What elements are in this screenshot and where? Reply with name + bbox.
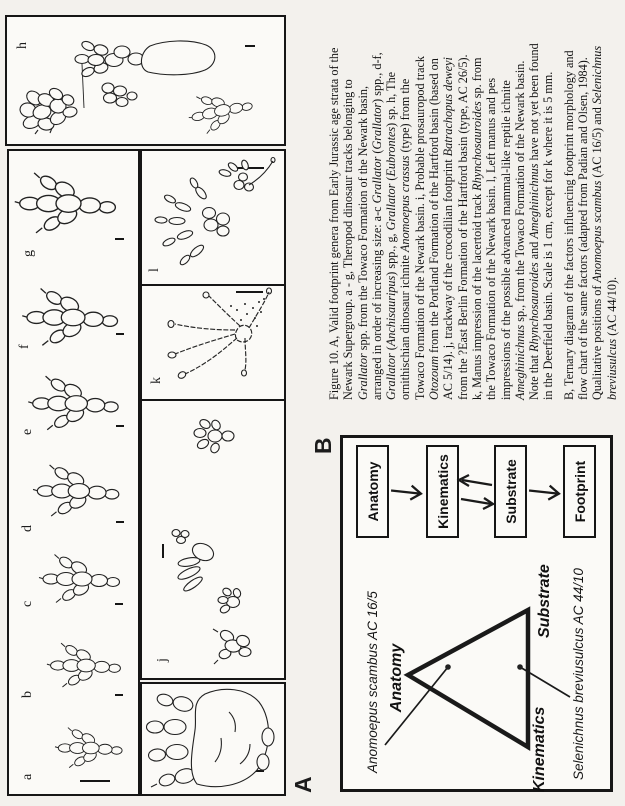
letter-e: e [20,428,35,435]
caption-line: Note that Rhynchosauroides and Ameghinichnus have not yet been found [527,43,542,400]
letter-k: k [149,377,164,384]
ternary-vertex-kinematics: Kinematics [531,706,548,792]
caption-line: Newark Supergroup. a - g, Theropod dinosaur tracks belonging to [341,79,356,400]
down-arrow-icon [528,484,559,501]
letter-a: a [20,773,35,780]
caption-line: from the ?East Berlin Formation of the Hartford basin (type, AC 26/5). [455,54,470,400]
letter-c: c [20,600,35,607]
caption-line: Ameghinichnus sp., from the Towaco Formation of the Newark basin. [512,60,527,400]
caption-line: impressions of the possible advanced mammal-like reptile ichnite [498,80,513,400]
caption-line: k, Manus impression of the lacertoid track Rhynchosauroides sp. from [469,57,484,400]
ternary-point-label-selenichnus: Selenichnus breviusulcus AC 44/10 [571,568,586,780]
caption-line: Qualitative positions of Anomoepus scambus (AC 16/5) and Selenichnus [590,45,605,400]
ternary-vertex-anatomy: Anatomy [388,643,405,713]
caption-line: Grallator (Anchisauripus) spp., g, Grallator (Eubrontes) sp. h, The [384,71,399,400]
caption-line: Otozoum from the Portland Formation of the Hartford basin (based on [427,58,442,400]
caption-line: in the Deerfield basin. Scale is 1 cm, except for k where it is 5 mm. [541,71,556,400]
data-point-anomoepus [445,664,451,670]
flowchart-box-substrate: Substrate [494,445,527,538]
footprint-a-drawing [54,723,131,773]
footprint-e-drawing [27,370,130,437]
panel-b-label: B [310,437,336,454]
batrachopus-trackway-drawing [145,400,284,676]
down-arrow-icon [390,484,421,501]
flowchart-box-kinematics: Kinematics [426,445,459,538]
letter-g: g [21,250,36,257]
caption-line: Figure 10. A, Valid footprint genera from Early Jurassic age strata of the [327,47,341,400]
ameghinichnus-prints-drawing [145,151,284,281]
caption-line: AC 5/14). j, trackway of the crocodilian footprint Batrachopus deweyi [441,57,456,400]
caption-line: the Towaco Formation of the Newark basin. l, Left manus and pes [484,77,499,400]
flowchart-box-anatomy: Anatomy [356,445,389,538]
caption-line: ornithischian dinosaur ichnite Anomoepus crassus (type) from the [398,78,413,400]
otozoum-footprint-drawing [145,684,284,792]
footprint-b-drawing [46,638,130,693]
footprint-g-drawing [13,166,129,241]
figure-caption [327,0,619,400]
ternary-vertex-substrate: Substrate [536,564,553,638]
letter-h: h [15,42,30,49]
panel-a-label: A [290,776,316,793]
caption-line: Towaco Formation of the Newark basin. i, Probable prosauropod track [412,55,427,400]
scale-bar-a [80,780,110,782]
letter-b: b [20,691,35,698]
double-arrow-icon [459,475,493,509]
anomoepus-small-pes-drawing [187,86,261,134]
letter-l: l [147,268,162,272]
footprint-f-drawing [21,282,130,353]
ternary-point-label-anomoepus: Anomoepus scambus AC 16/5 [365,591,380,773]
flowchart-box-footprint: Footprint [563,445,596,538]
caption-line: B, Ternary diagram of the factors influencing footprint morphology and [561,50,576,400]
ternary-triangle [408,610,528,747]
caption-line: Grallator spp. from the Towaco Formation of the Newark basin, [355,85,370,400]
footprint-d-drawing [32,459,130,523]
data-point-selenichnus [517,664,523,670]
caption-line: arranged in order of increasing size: a-c Grallator (Grallator) spp., d-f, [369,52,384,400]
caption-line: breviusulcus (AC 44/10). [604,276,619,400]
scale-bar-h [245,45,255,47]
flowchart-arrows [389,468,569,512]
letter-f: f [17,344,32,349]
letter-j: j [155,658,170,662]
footprint-c-drawing [38,549,130,609]
caption-line: flow chart of the same factors (adapted from Padian and Olsen, 1984). [576,57,591,400]
scale-bar-b [115,694,123,696]
letter-d: d [20,525,35,532]
rhynchosauroides-manus-drawing [145,287,284,398]
